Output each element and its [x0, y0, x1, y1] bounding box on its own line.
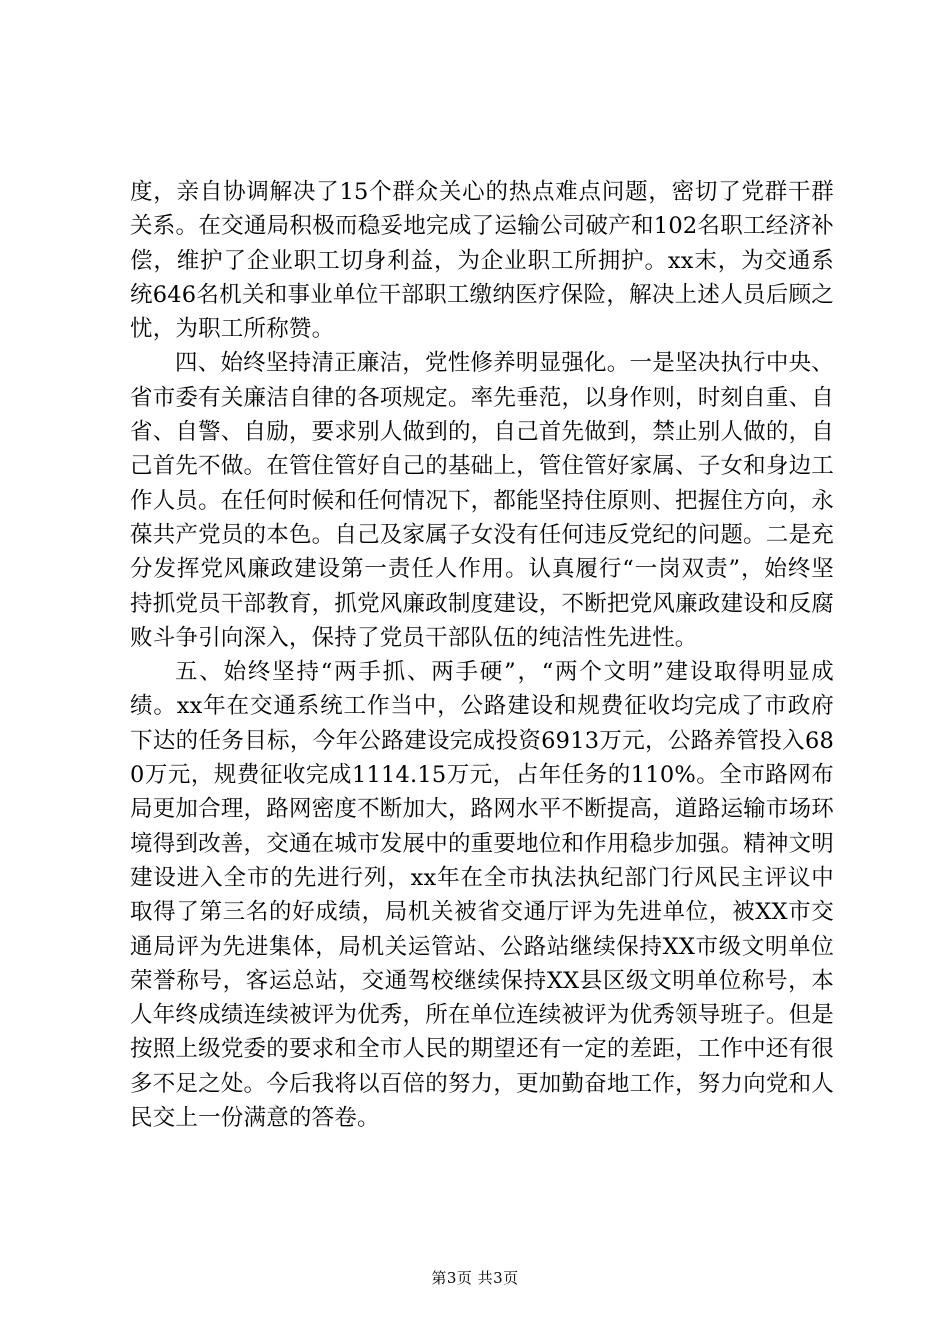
paragraph-two-civilizations: 五、始终坚持“两手抓、两手硬”，“两个文明”建设取得明显成绩。xx年在交通系统工作当中，公路建设和规费征收均完成了市政府下达的任务目标，今年公路建设完成投资6913万元，公路养管投入680万元，规费征收完成1114.15万元，占年任务的110%。全市路网布局更加合理，路网密度不断加大，路网水平不断提高，道路运输市场环境得到改善，交通在城市发展中的重要地位和作用稳步加强。精神文明建设进入全市的先进行列，xx年在全市执法执纪部门行风民主评议中取得了第三名的好成绩，局机关被省交通厅评为先进单位，被XX市交通局评为先进集体，局机关运管站、公路站继续保持XX市级文明单位荣誉称号，客运总站，交通驾校继续保持XX县区级文明单位称号，本人年终成绩连续被评为优秀，所在单位连续被评为优秀领导班子。但是按照上级党委的要求和全市人民的期望还有一定的差距，工作中还有很多不足之处。今后我将以百倍的努力，更加勤奋地工作，努力向党和人民交上一份满意的答卷。	[130, 659, 834, 1132]
document-body	[130, 175, 834, 1135]
paragraph-integrity: 四、始终坚持清正廉洁，党性修养明显强化。一是坚决执行中央、省市委有关廉洁自律的各项规定。率先垂范，以身作则，时刻自重、自省、自警、自励，要求别人做到的，自己首先做到，禁止别人做的，自己首先不做。在管住管好自己的基础上，管住管好家属、子女和身边工作人员。在任何时候和任何情况下，都能坚持住原则、把握住方向，永葆共产党员的本色。自己及家属子女没有任何违反党纪的问题。二是充分发挥党风廉政建设第一责任人作用。认真履行“一岗双责”，始终坚持抓党员干部教育，抓党风廉政制度建设，不断把党风廉政建设和反腐败斗争引向深入，保持了党员干部队伍的纯洁性先进性。	[130, 350, 834, 651]
paragraph-continuation: 度，亲自协调解决了15个群众关心的热点难点问题，密切了党群干群关系。在交通局积极而稳妥地完成了运输公司破产和102名职工经济补偿，维护了企业职工切身利益，为企业职工所拥护。xx末，为交通系统646名机关和事业单位干部职工缴纳医疗保险，解决上述人员后顾之忧，为职工所称赞。	[130, 179, 834, 343]
page-footer: 第3页 共3页	[431, 1269, 519, 1287]
